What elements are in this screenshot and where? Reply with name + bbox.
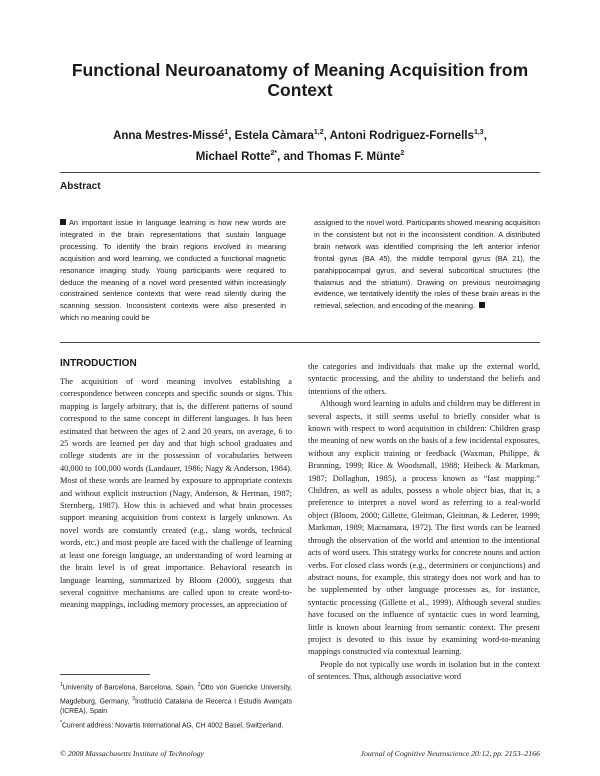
abstract-column-left	[60, 217, 286, 324]
abstract-column-right	[314, 217, 540, 312]
affiliation-footnote	[60, 680, 292, 732]
author-name: Anna Mestres-Missé	[113, 129, 225, 142]
author-affiliation-mark: 2*	[270, 149, 278, 157]
author-conjunction: and	[283, 150, 304, 163]
author-name: Thomas F. Münte	[307, 150, 401, 163]
abstract-text-right: assigned to the novel word. Participants showed meaning acquisition in the consistent but not in the inconsistent condition. A distributed brain network was identified comprising the left anterior inferior frontal gyrus (BA 45), the middle temporal gyrus (BA 21), the parahippocampal gyrus, and several subcortical structures (the thalamus and the striatum). Drawing on previous neuroimaging evidence, we tentatively identify the roles of these brain areas in the retrieval, selection, and encoding of the meaning.	[314, 218, 540, 311]
square-bullet-icon	[60, 219, 66, 225]
author-affiliation-mark: 1,2	[313, 129, 324, 136]
footnote-text: Current address: Novartis International AG, CH 4002 Basel, Switzerland.	[61, 722, 284, 730]
journal-citation-footer: Journal of Cognitive Neuroscience 20:12, pp. 2153–2166	[360, 749, 540, 758]
author-name: Estela Càmara	[234, 129, 314, 142]
footnote-mark: 3	[132, 695, 135, 702]
intro-column-left	[60, 376, 292, 612]
abstract-bottom-rule	[60, 342, 540, 343]
footnote-rule	[60, 674, 150, 675]
footnote-text: University of Barcelona, Barcelona, Spain,	[62, 684, 196, 692]
footnote-mark: 1	[60, 682, 63, 688]
paper-title: Functional Neuroanatomy of Meaning Acquisition from Context	[71, 60, 529, 100]
intro-paragraph: Although word learning in adults and children may be different in several aspects, it still seems useful to briefly consider what is known with respect to word acquisition in children: Children grasp the meaning of new words on the basis of a few incidental exposures, without any explicit training or feedback (Waxman, Philippe, & Branning, 1999; Rice & Woodsmall, 1988; Heibeck & Markman, 1987; Dollaghan, 1985), a process known as “fast mapping.” Children, as well as adults, possess a whole object bias, that is, a preference to interpret a novel word as referring to a real-world object (Bloom, 2000; Gillette, Gleitman, Gleitman, & Lederer, 1999; Markman, 1989; Macnamara, 1972). The first words can be learned through the observation of the world and attention to the intentional acts of word users. This strategy works for concrete nouns and action verbs. For closed class words (e.g., determiners or conjunctions) and abstract nouns, for example, this strategy does not work and has to be supplemented by other language processes as, for instance, syntactic processing (Gillette et al., 1999). Although several studies have focused on the influence of syntactic cues in word learning, little is known about learning from semantic context. The present project is devoted to this issue by examining word-to-meaning mappings constructed via contextual learning.	[308, 399, 540, 657]
intro-paragraph: People do not typically use words in isolation but in the context of sentences. Thus, although associative word	[308, 659, 540, 682]
abstract-top-rule	[60, 172, 540, 173]
intro-paragraph: The acquisition of word meaning involves establishing a correspondence between concepts and specific sounds or signs. This mapping is largely arbitrary, that is, the different patterns of sound correspond to the same concept in different languages. It has been estimated that between the ages of 2 and 20 years, on average, 6 to 25 words are learned per day and that high school graduates and college students are in the possession of vocabularies between 40,000 to 100,000 words (Landauer, 1986; Nagy & Anderson, 1984). Most of these words are learned by exposure to appropriate contexts and without explicit instruction (Nagy, Anderson, & Herman, 1987; Sternberg, 1987). How this is achieved and what brain processes support meaning acquisition from context is largely unknown. As novel words are constantly created (e.g., slang words, technical words, etc.) and most people are faced with the challenge of learning at least one foreign language, an understanding of word learning at the brain level is of great importance. Behavioral research in language learning, summarized by Bloom (2000), suggests that several cognitive mechanisms are called upon to create word-to-meaning mappings, including memory processes, an appreciation of	[60, 377, 292, 610]
author-list: Anna Mestres-Missé$^1$, Estela Càmara$^{1,2}$, Antoni Rodriguez-Fornells$^{1,3}$, Michael Rotte$^{2*}$, and Thomas F. Münte$^2$	[113, 129, 487, 163]
author-affiliation-mark: 1	[224, 129, 229, 136]
abstract-heading: Abstract	[60, 181, 101, 192]
footnote-mark: 2	[197, 682, 201, 688]
footnote-text: Institució Catalana de Recerca i Estudis Avançats (ICREA), Spain	[60, 698, 292, 716]
introduction-heading: INTRODUCTION	[60, 358, 137, 369]
author-affiliation-mark: 1,3	[473, 129, 484, 136]
square-end-mark-icon	[479, 302, 485, 308]
footnote-mark: *	[60, 719, 62, 726]
author-name: Michael Rotte	[195, 150, 271, 163]
author-name: Antoni Rodriguez-Fornells	[329, 129, 474, 142]
intro-paragraph: the categories and individuals that make up the external world, syntactic processing, and the ability to understand the beliefs and intentions of the others.	[308, 362, 540, 396]
copyright-footer: © 2008 Massachusetts Institute of Technology	[60, 749, 205, 758]
author-affiliation-mark: 2	[400, 149, 405, 157]
footnote-text: Otto von Guericke University, Magdeburg, Germany,	[60, 684, 293, 705]
intro-column-right	[308, 361, 540, 684]
abstract-text-left: An important issue in language learning is how new words are integrated in the brain representations that sustain language processing. To identify the brain regions involved in meaning acquisition and word learning, we conducted a functional magnetic resonance imaging study. Young participants were required to deduce the meaning of a novel word presented within increasingly constrained sentence contexts that were read silently during the scanning session. Inconsistent contexts were also presented in which no meaning could be	[60, 218, 286, 323]
